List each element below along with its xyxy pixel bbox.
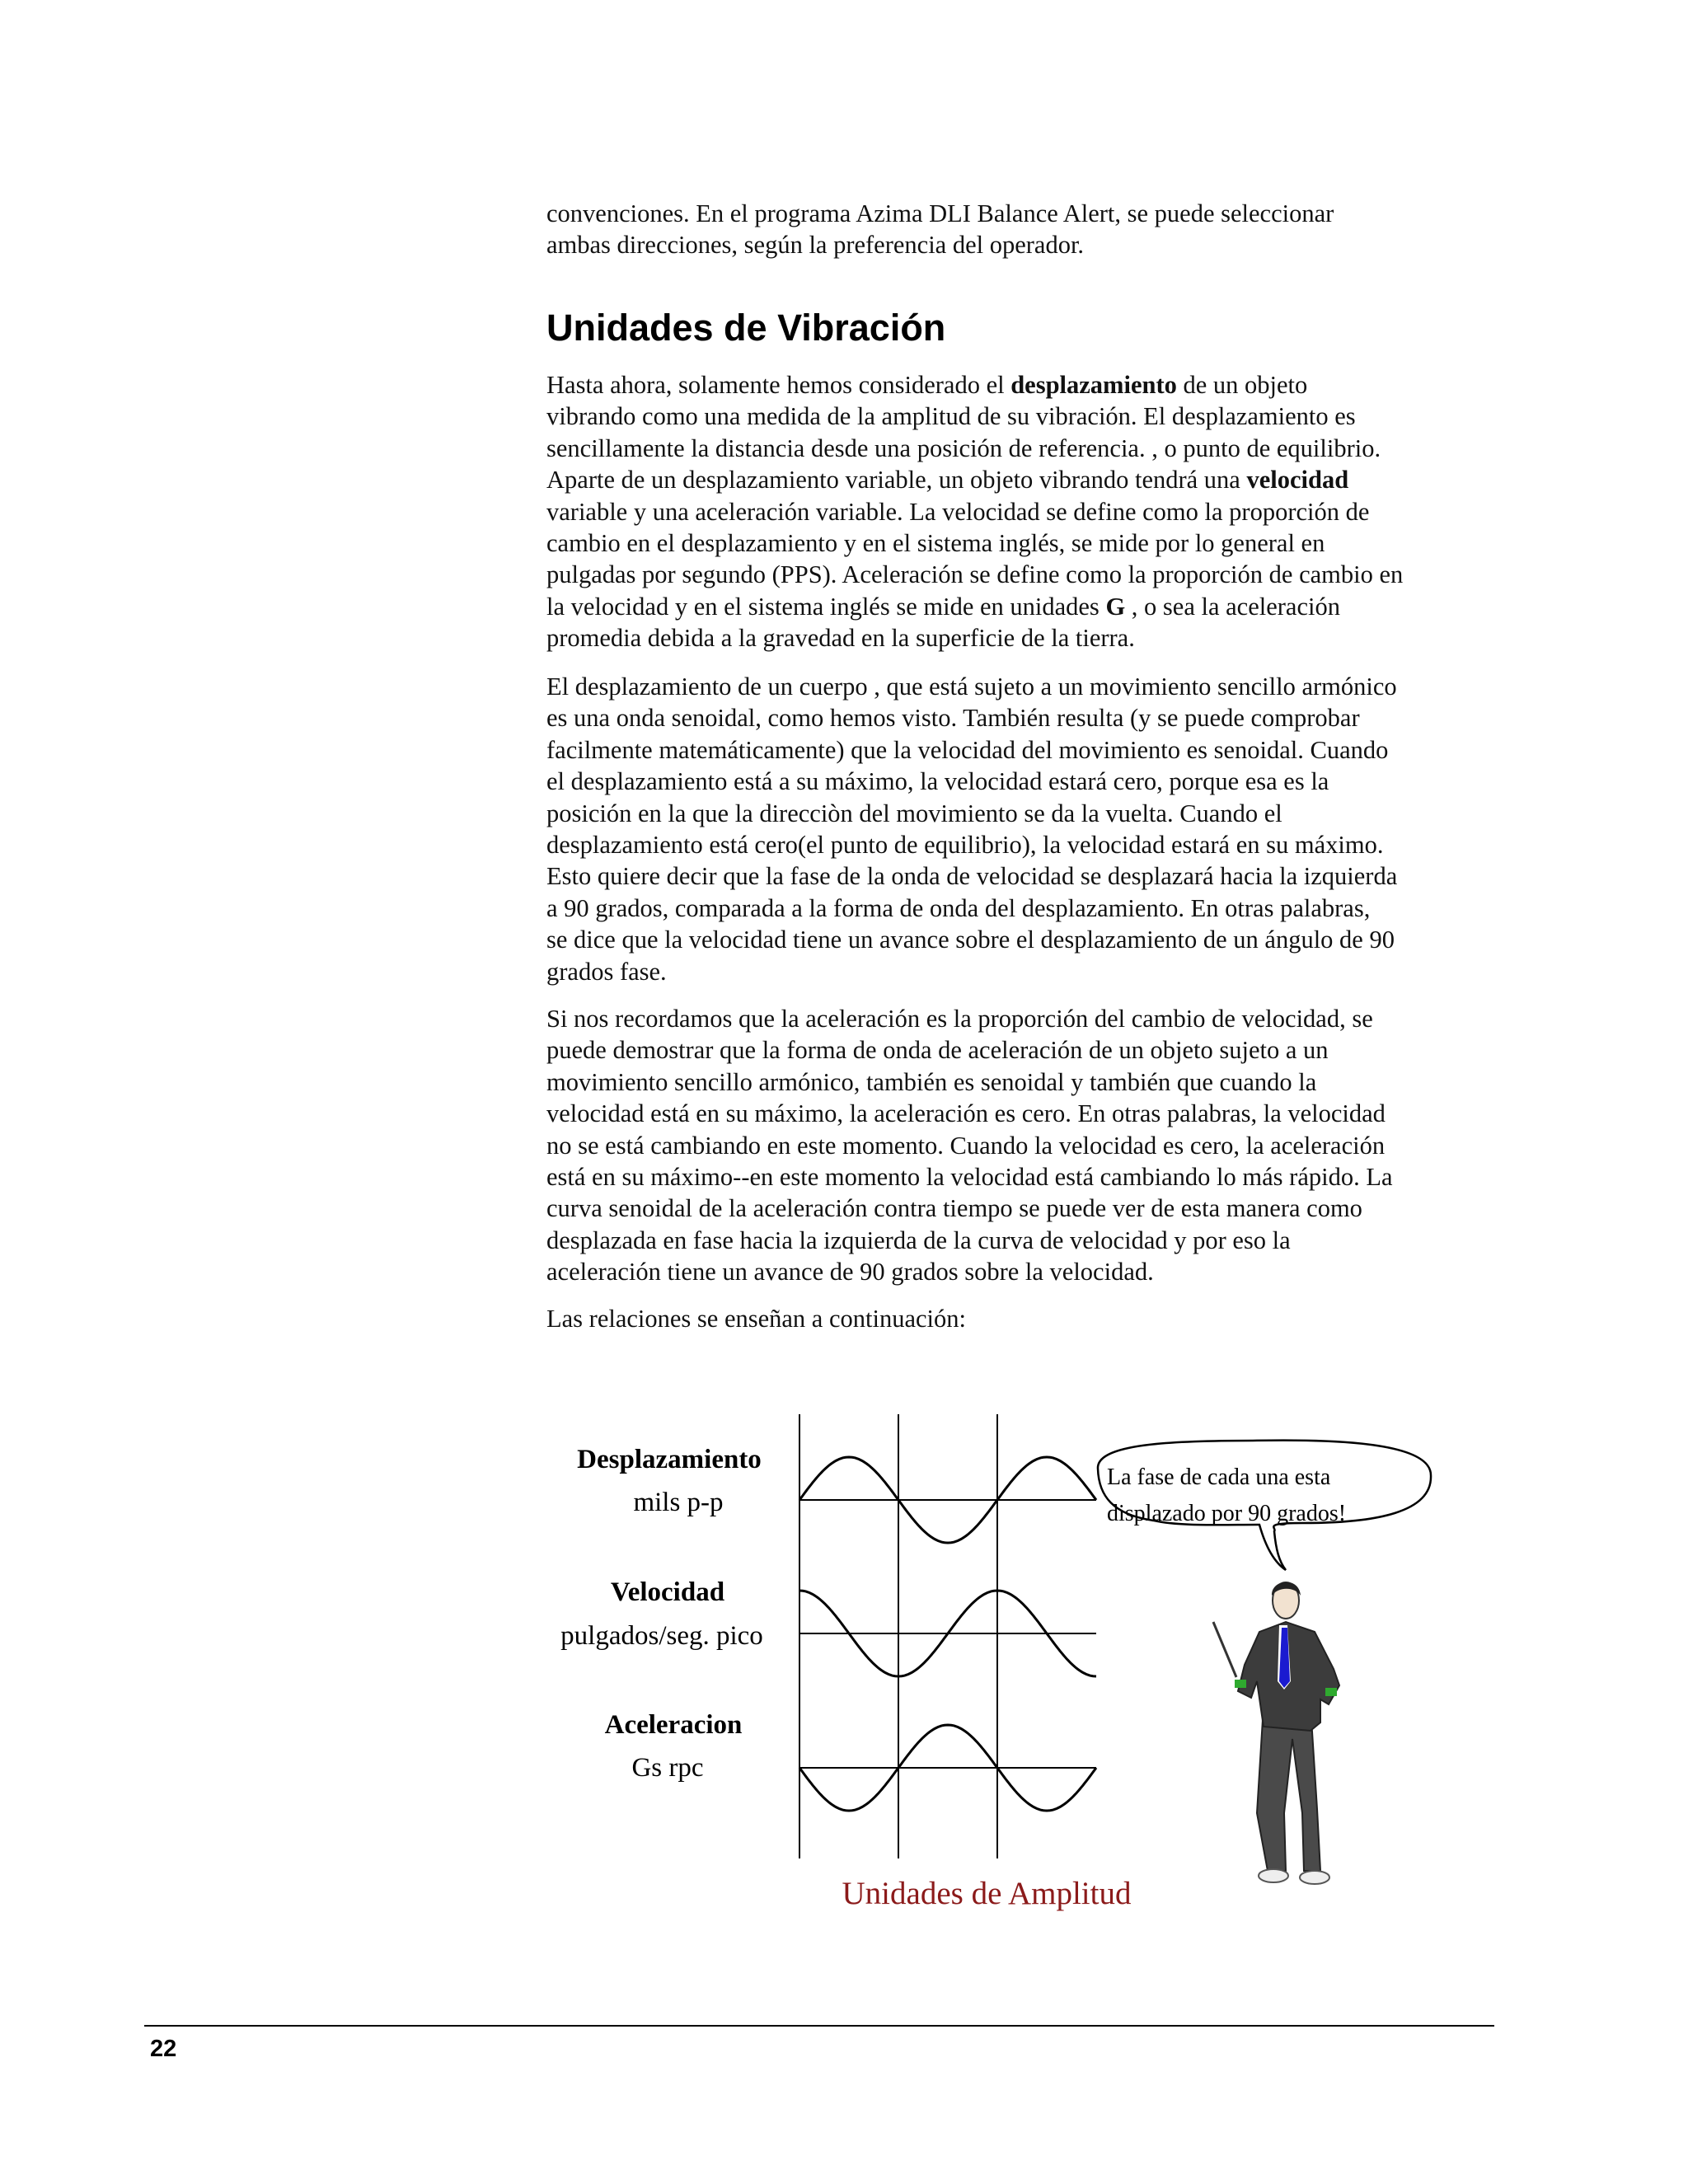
text-line: El desplazamiento de un cuerpo , que está sujeto a un movimiento sencillo armónico: [546, 673, 1397, 701]
left-shoe: [1259, 1869, 1288, 1882]
text-line: posición en la que la direcciòn del movimiento se da la vuelta. Cuando el: [546, 799, 1282, 827]
paragraph-1: [546, 369, 1494, 654]
row-unit-velocity: pulgados/seg. pico: [560, 1621, 763, 1651]
row-unit-displacement: mils p-p: [633, 1488, 724, 1517]
paragraph-4: [546, 1303, 1494, 1334]
text-line: pulgadas por segundo (PPS). Aceleración se define como la proporción de cambio en: [546, 560, 1404, 589]
text-line: movimiento sencillo armónico, también es senoidal y también que cuando la: [546, 1067, 1317, 1096]
text-line: variable y una aceleración variable. La velocidad se define como la proporción de: [546, 497, 1370, 526]
text-line: está en su máximo--en este momento la velocidad está cambiando lo más rápido. La: [546, 1163, 1393, 1192]
paragraph-2: [546, 671, 1494, 987]
text-line: cambio en el desplazamiento y en el sistema inglés, se mide por lo general en: [546, 529, 1325, 558]
text-line: el desplazamiento está a su máximo, la velocidad estará cero, porque esa es la: [546, 767, 1329, 796]
amplitude-units-figure: [528, 1393, 1484, 1920]
text-line: Las relaciones se enseñan a continuación:: [546, 1305, 966, 1333]
figure-caption: Unidades de Amplitud: [842, 1876, 1132, 1911]
intro-paragraph: [546, 198, 1494, 261]
page-number: 22: [150, 2036, 177, 2062]
text-line: desplazamiento está cero(el punto de equilibrio), la velocidad estará en su máximo.: [546, 831, 1384, 860]
text-line: se dice que la velocidad tiene un avance sobre el desplazamiento de un ángulo de 90: [546, 926, 1395, 954]
text-line: curva senoidal de la aceleración contra tiempo se puede ver de esta manera como: [546, 1194, 1362, 1223]
paragraph-3: [546, 1003, 1494, 1288]
text-run: de un objeto: [1176, 371, 1308, 399]
row-label-acceleration: Aceleracion: [604, 1710, 743, 1740]
text-line: facilmente matemáticamente) que la velocidad del movimiento es senoidal. Cuando: [546, 735, 1389, 764]
row-label-velocity: Velocidad: [610, 1577, 725, 1607]
left-cuff: [1235, 1680, 1246, 1688]
section-heading: Unidades de Vibración: [546, 307, 946, 349]
bold-term-g: G: [1105, 592, 1126, 621]
bold-term-velocidad: velocidad: [1246, 466, 1349, 494]
row-unit-acceleration: Gs rpc: [631, 1753, 704, 1783]
text-line: a 90 grados, comparada a la forma de onda del desplazamiento. En otras palabras,: [546, 893, 1371, 922]
text-line: velocidad está en su máximo, la aceleración es cero. En otras palabras, la velocidad: [546, 1099, 1386, 1128]
text-line: convenciones. En el programa Azima DLI Balance Alert, se puede seleccionar: [546, 199, 1334, 227]
text-line: sencillamente la distancia desde una posición de referencia. , o punto de equilibrio.: [546, 434, 1381, 462]
bold-term-desplazamiento: desplazamiento: [1010, 371, 1177, 399]
text-line: [546, 464, 1494, 495]
text-line: [546, 369, 1494, 401]
text-line: desplazada en fase hacia la izquierda de la curva de velocidad y por eso la: [546, 1226, 1291, 1254]
text-line: promedia debida a la gravedad en la superficie de la tierra.: [546, 624, 1135, 653]
presenter-illustration: [1213, 1582, 1339, 1884]
right-shoe: [1300, 1871, 1329, 1884]
bubble-text-line: La fase de cada una esta: [1107, 1465, 1331, 1490]
text-line: [546, 591, 1494, 622]
text-line: ambas direcciones, según la preferencia del operador.: [546, 231, 1085, 260]
text-run: la velocidad y en el sistema inglés se mide en unidades: [546, 592, 1106, 621]
text-line: es una onda senoidal, como hemos visto. También resulta (y se puede comprobar: [546, 704, 1360, 733]
text-run: , o sea la aceleración: [1125, 592, 1340, 621]
text-line: aceleración tiene un avance de 90 grados sobre la velocidad.: [546, 1258, 1154, 1286]
text-line: puede demostrar que la forma de onda de aceleración de un objeto sujeto a un: [546, 1036, 1329, 1065]
text-line: Esto quiere decir que la fase de la onda de velocidad se desplazará hacia la izquierda: [546, 862, 1398, 891]
right-cuff: [1325, 1688, 1337, 1696]
row-label-displacement: Desplazamiento: [577, 1445, 762, 1474]
pointer-stick: [1213, 1622, 1236, 1677]
text-line: Si nos recordamos que la aceleración es la proporción del cambio de velocidad, se: [546, 1005, 1373, 1033]
text-run: Hasta ahora, solamente hemos considerado el: [546, 371, 1011, 399]
text-line: grados fase.: [546, 957, 667, 986]
text-line: vibrando como una medida de la amplitud de su vibración. El desplazamiento es: [546, 402, 1356, 431]
text-line: no se está cambiando en este momento. Cuando la velocidad es cero, la aceleración: [546, 1131, 1386, 1160]
text-run: Aparte de un desplazamiento variable, un objeto vibrando tendrá una: [546, 466, 1247, 494]
bubble-text-line: displazado por 90 grados!: [1107, 1501, 1347, 1526]
footer-rule: [144, 2025, 1494, 2027]
